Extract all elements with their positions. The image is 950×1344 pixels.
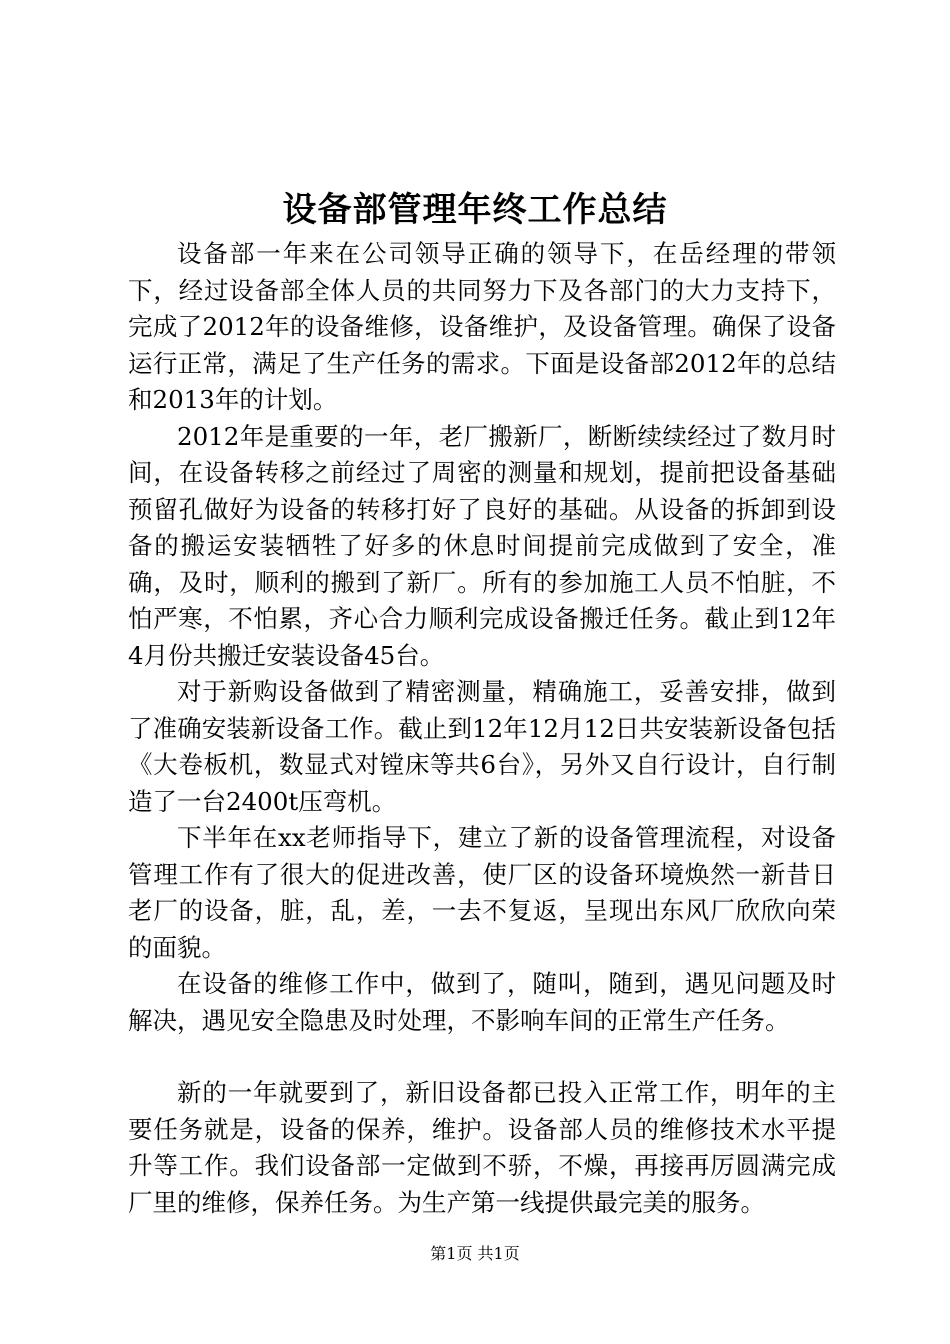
paragraph-management-process: 下半年在xx老师指导下，建立了新的设备管理流程，对设备管理工作有了很大的促进改善，使厂区的设备环境焕然一新昔日老厂的设备，脏，乱，差，一去不复返，呈现出东风厂欣欣向荣的面貌。: [128, 823, 836, 962]
paragraph-intro: 设备部一年来在公司领导正确的领导下，在岳经理的带领下，经过设备部全体人员的共同努力下及各部门的大力支持下，完成了2012年的设备维修，设备维护，及设备管理。确保了设备运行正常，满足了生产任务的需求。下面是设备部2012年的总结和2013年的计划。: [128, 239, 836, 414]
document-body: [128, 236, 836, 1221]
paragraph-relocation: 2012年是重要的一年，老厂搬新厂，断断续续经过了数月时间，在设备转移之前经过了周密的测量和规划，提前把设备基础预留孔做好为设备的转移打好了良好的基础。从设备的拆卸到设备的搬运安装牺牲了好多的休息时间提前完成做到了安全，准确，及时，顺利的搬到了新厂。所有的参加施工人员不怕脏，不怕严寒，不怕累，齐心合力顺利完成设备搬迁任务。截止到12年4月份共搬迁安装设备45台。: [128, 421, 836, 670]
document-title: 设备部管理年终工作总结: [282, 190, 668, 230]
paragraph-spacer: [128, 1039, 836, 1075]
paragraph-maintenance: 在设备的维修工作中，做到了，随叫，随到，遇见问题及时解决，遇见安全隐患及时处理，不影响车间的正常生产任务。: [128, 969, 836, 1035]
paragraph-new-equipment: 对于新购设备做到了精密测量，精确施工，妥善安排，做到了准确安装新设备工作。截止到12年12月12日共安装新设备包括《大卷板机，数显式对镗床等共6台》，另外又自行设计，自行制造了一台2400t压弯机。: [128, 677, 836, 816]
paragraph-next-year-plan: 新的一年就要到了，新旧设备都已投入正常工作，明年的主要任务就是，设备的保养，维护。设备部人员的维修技术水平提升等工作。我们设备部一定做到不骄，不燥，再接再厉圆满完成厂里的维修，保养任务。为生产第一线提供最完美的服务。: [128, 1078, 836, 1217]
page-footer: 第1页 共1页: [430, 1244, 520, 1263]
